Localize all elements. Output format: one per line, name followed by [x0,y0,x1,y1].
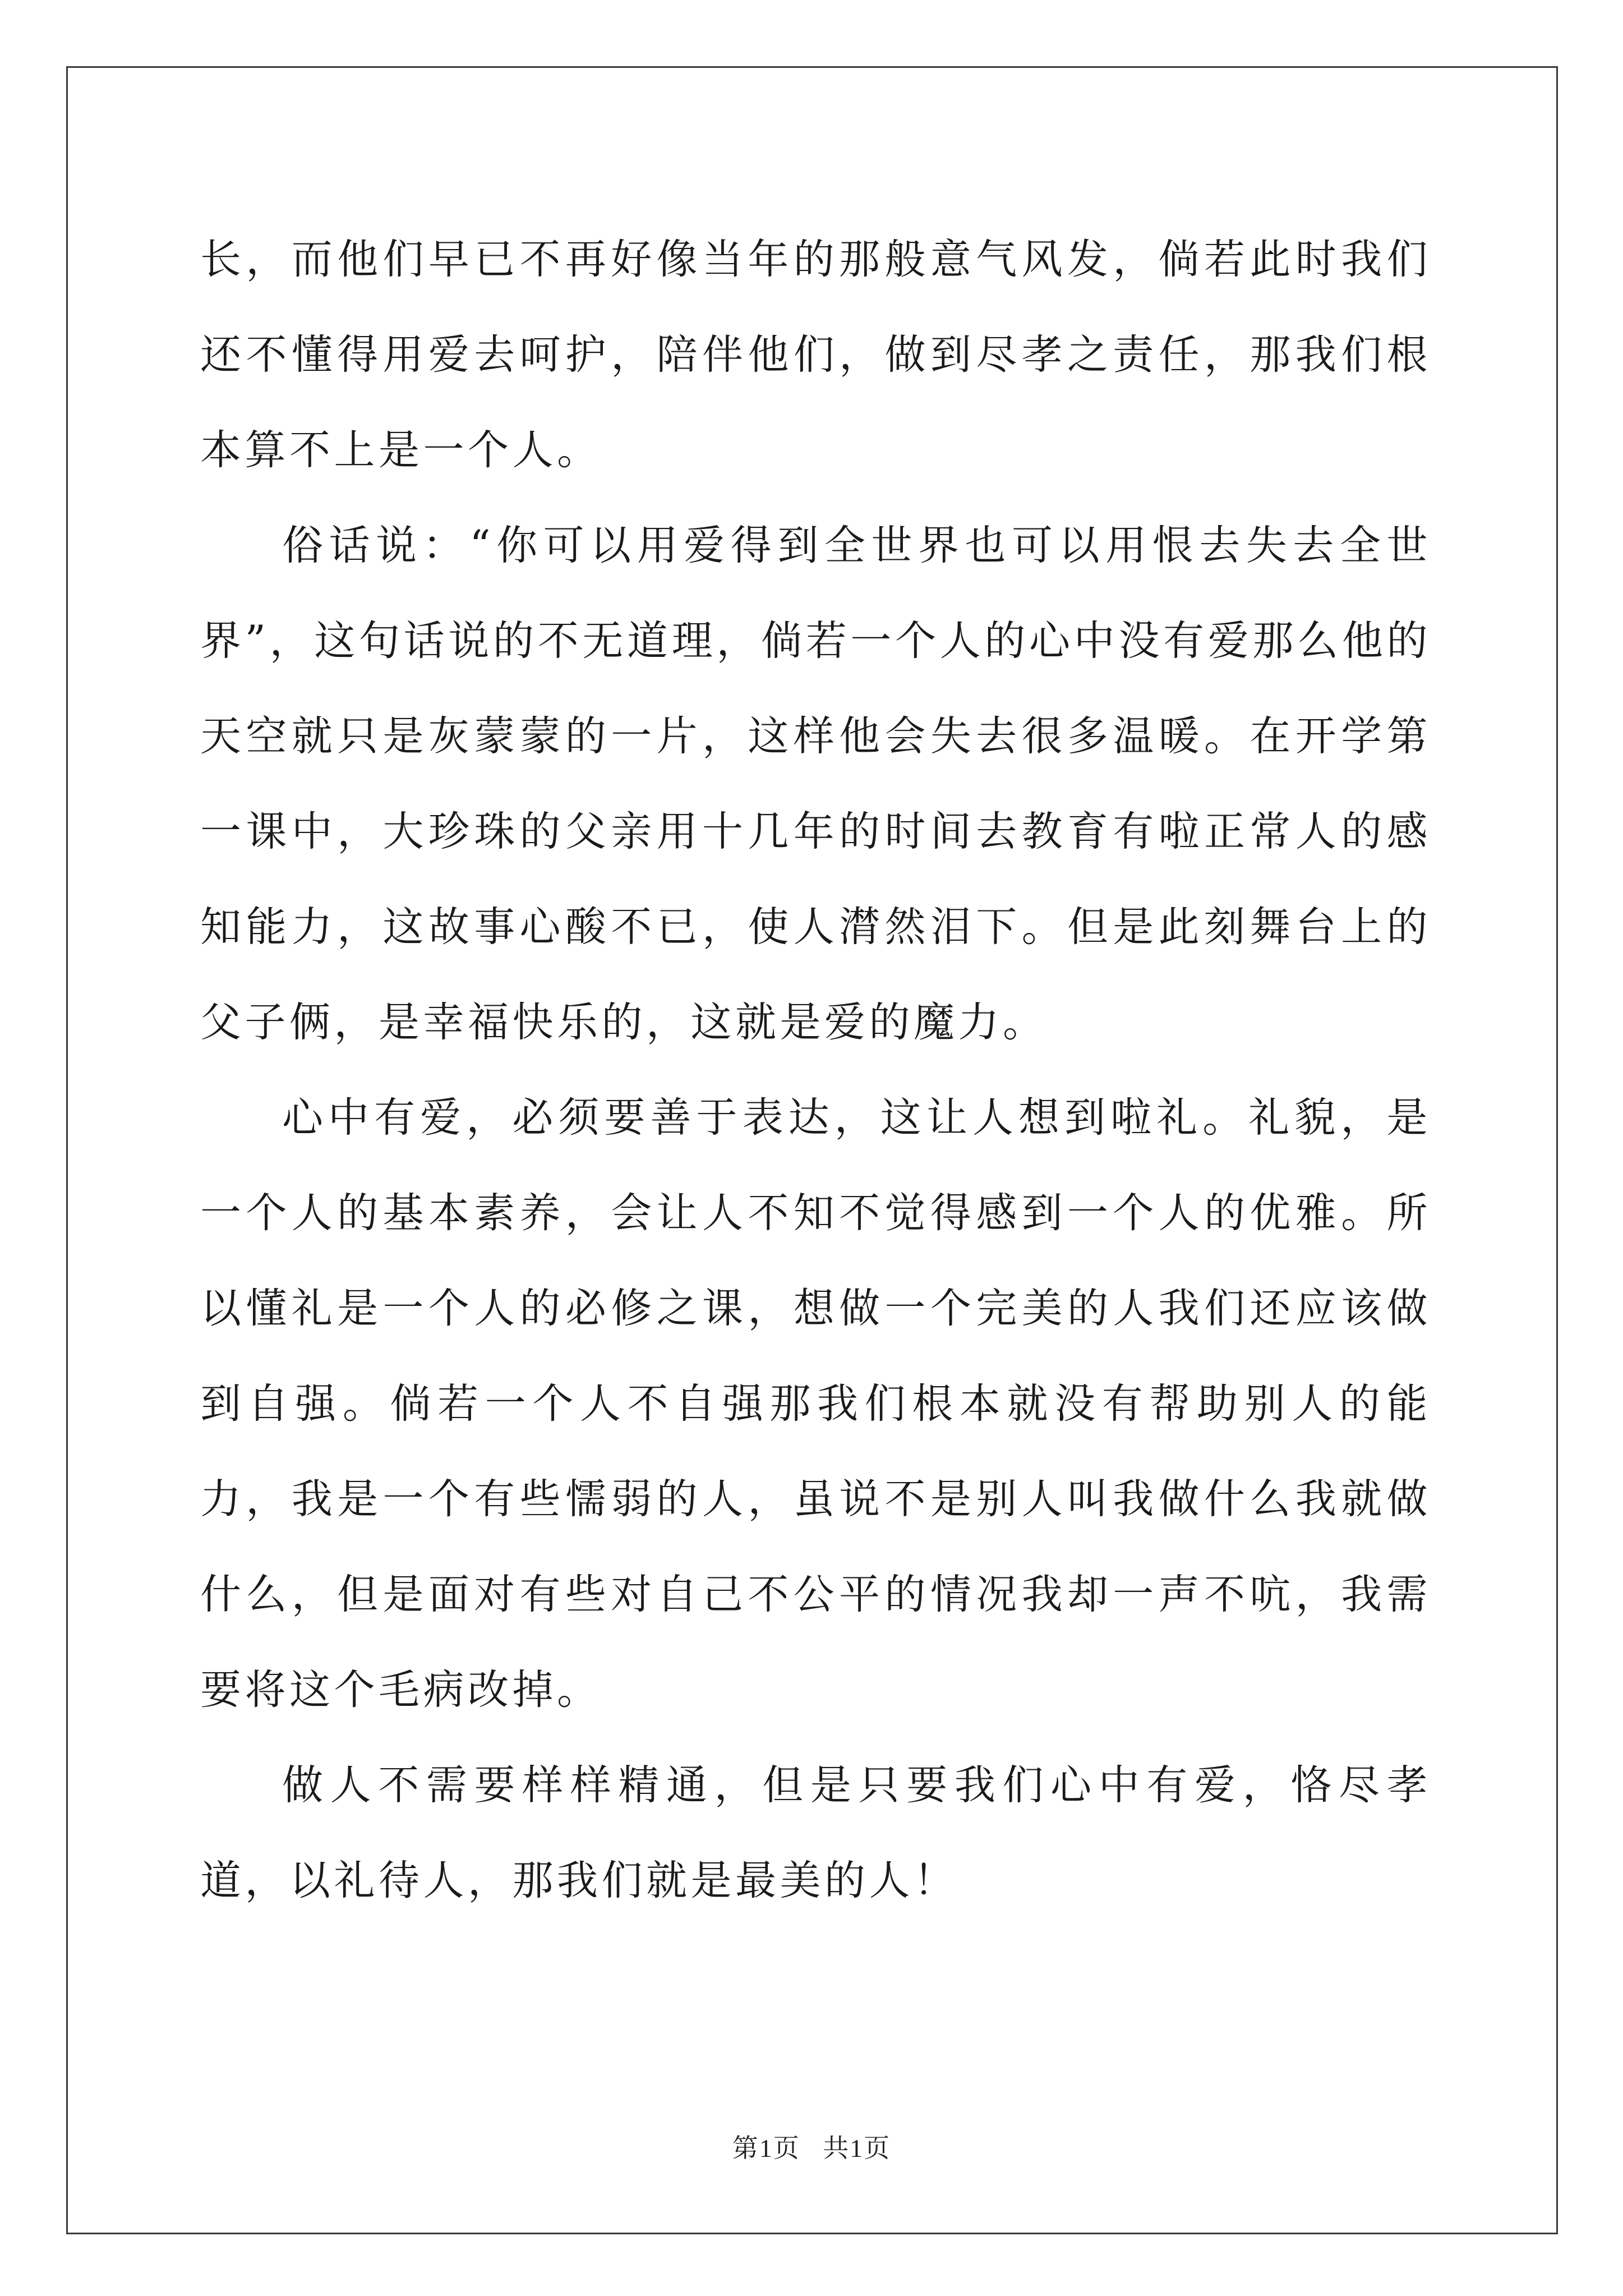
page-footer [0,2128,1623,2165]
page-number: 第1页 [732,2134,800,2162]
paragraph-4: 做人不需要样样精通，但是只要我们心中有爱，恪尽孝道，以礼待人，那我们就是最美的人！ [200,1761,1431,1904]
paragraph-2: 俗话说：“你可以用爱得到全世界也可以用恨去失去全世界”，这句话说的不无道理，倘若一个人的心中没有爱那么他的天空就只是灰蒙蒙的一片，这样他会失去很多温暖。在开学第一课中，大珍珠的父亲用十几年的时间去教育有啦正常人的感知能力，这故事心酸不已，使人潸然泪下。但是此刻舞台上的父子俩，是幸福快乐的，这就是爱的魔力。 [200,522,1431,1046]
paragraph-1: 长，而他们早已不再好像当年的那般意气风发，倘若此时我们还不懂得用爱去呵护，陪伴他们，做到尽孝之责任，那我们根本算不上是一个人。 [200,236,1431,474]
document-body [200,212,1431,1929]
paragraph-3: 心中有爱，必须要善于表达，这让人想到啦礼。礼貌，是一个人的基本素养，会让人不知不觉得感到一个人的优雅。所以懂礼是一个人的必修之课，想做一个完美的人我们还应该做到自强。倘若一个人不自强那我们根本就没有帮助别人的能力，我是一个有些懦弱的人，虽说不是别人叫我做什么我就做什么，但是面对有些对自己不公平的情况我却一声不吭，我需要将这个毛病改掉。 [200,1094,1431,1714]
footer-spacer [800,2134,823,2162]
page-total: 共1页 [823,2134,891,2162]
